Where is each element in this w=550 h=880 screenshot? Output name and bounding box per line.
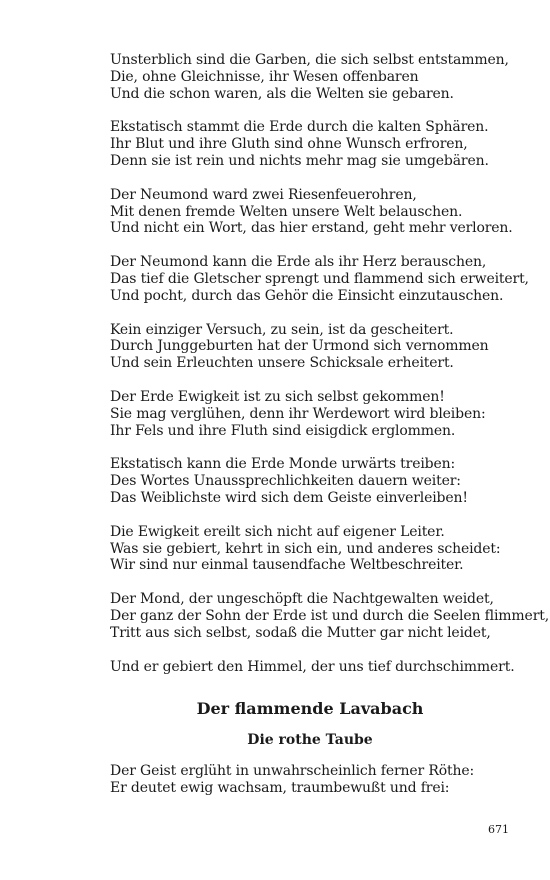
verse-line: Das Weiblichste wird sich dem Geiste einverleiben!	[110, 489, 468, 506]
verse-line: Der Neumond ward zwei Riesenfeuerohren,	[110, 186, 417, 203]
verse-line: Durch Junggeburten hat der Urmond sich vernommen	[110, 338, 489, 355]
verse-line: Wir sind nur einmal tausendfache Weltbeschreiter.	[110, 557, 464, 574]
verse-line: Tritt aus sich selbst, sodaß die Mutter gar nicht leidet,	[110, 624, 491, 641]
verse-line: Der Neumond kann die Erde als ihr Herz berauschen,	[110, 254, 487, 271]
verse-line: Unsterblich sind die Garben, die sich selbst entstammen,	[110, 52, 509, 68]
verse-line: Und nicht ein Wort, das hier erstand, geht mehr verloren.	[110, 220, 513, 237]
verse-line: Kein einziger Versuch, zu sein, ist da gescheitert.	[110, 321, 454, 338]
stanza	[110, 52, 540, 102]
verse-line: Ekstatisch kann die Erde Monde urwärts treiben:	[110, 456, 456, 473]
page-number: 671	[488, 823, 509, 836]
stanza	[110, 659, 540, 676]
verse-line: Denn sie ist rein und nichts mehr mag sie umgebären.	[110, 152, 489, 169]
stanza	[110, 524, 540, 574]
stanza	[110, 322, 540, 372]
section-heading: Der flammende Lavabach	[196, 699, 424, 719]
verse-line: Und die schon waren, als die Welten sie gebaren.	[110, 85, 454, 102]
verse-line: Der ganz der Sohn der Erde ist und durch die Seelen flimmert,	[110, 607, 550, 624]
verse-line: Ekstatisch stammt die Erde durch die kalten Sphären.	[110, 119, 489, 136]
verse-line: Ihr Fels und ihre Fluth sind eisigdick erglommen.	[110, 422, 456, 439]
verse-line: Der Geist erglüht in unwahrscheinlich ferner Röthe:	[110, 763, 475, 780]
verse-line: Die Ewigkeit ereilt sich nicht auf eigener Leiter.	[110, 523, 445, 540]
stanza	[110, 456, 540, 506]
stanza	[110, 591, 550, 641]
verse-line: Was sie gebiert, kehrt in sich ein, und anderes scheidet:	[110, 540, 501, 557]
verse-line: Das tief die Gletscher sprengt und flammend sich erweitert,	[110, 270, 529, 287]
verse-line: Der Mond, der ungeschöpft die Nachtgewalten weidet,	[110, 591, 494, 608]
verse-line: Ihr Blut und ihre Gluth sind ohne Wunsch erfroren,	[110, 136, 468, 153]
verse-line: Und er gebiert den Himmel, der uns tief durchschimmert.	[110, 658, 515, 675]
verse-line: Der Erde Ewigkeit ist zu sich selbst gekommen!	[110, 388, 445, 405]
stanza	[110, 389, 540, 439]
verse-line: Und sein Erleuchten unsere Schicksale erheitert.	[110, 355, 454, 372]
poem-body	[110, 52, 550, 814]
verse-line: Er deutet ewig wachsam, traumbewußt und frei:	[110, 780, 450, 797]
verse-line: Sie mag verglühen, denn ihr Werdewort wird bleiben:	[110, 405, 486, 422]
poem-title: Die rothe Taube	[247, 732, 373, 749]
verse-line: Mit denen fremde Welten unsere Welt belauschen.	[110, 203, 463, 220]
stanza	[110, 763, 540, 797]
verse-line: Des Wortes Unaussprechlichkeiten dauern weiter:	[110, 473, 461, 490]
verse-line: Die, ohne Gleichnisse, ihr Wesen offenbaren	[110, 68, 419, 85]
stanza	[110, 119, 540, 169]
stanza	[110, 254, 540, 304]
stanza	[110, 187, 540, 237]
verse-line: Und pocht, durch das Gehör die Einsicht einzutauschen.	[110, 287, 504, 304]
